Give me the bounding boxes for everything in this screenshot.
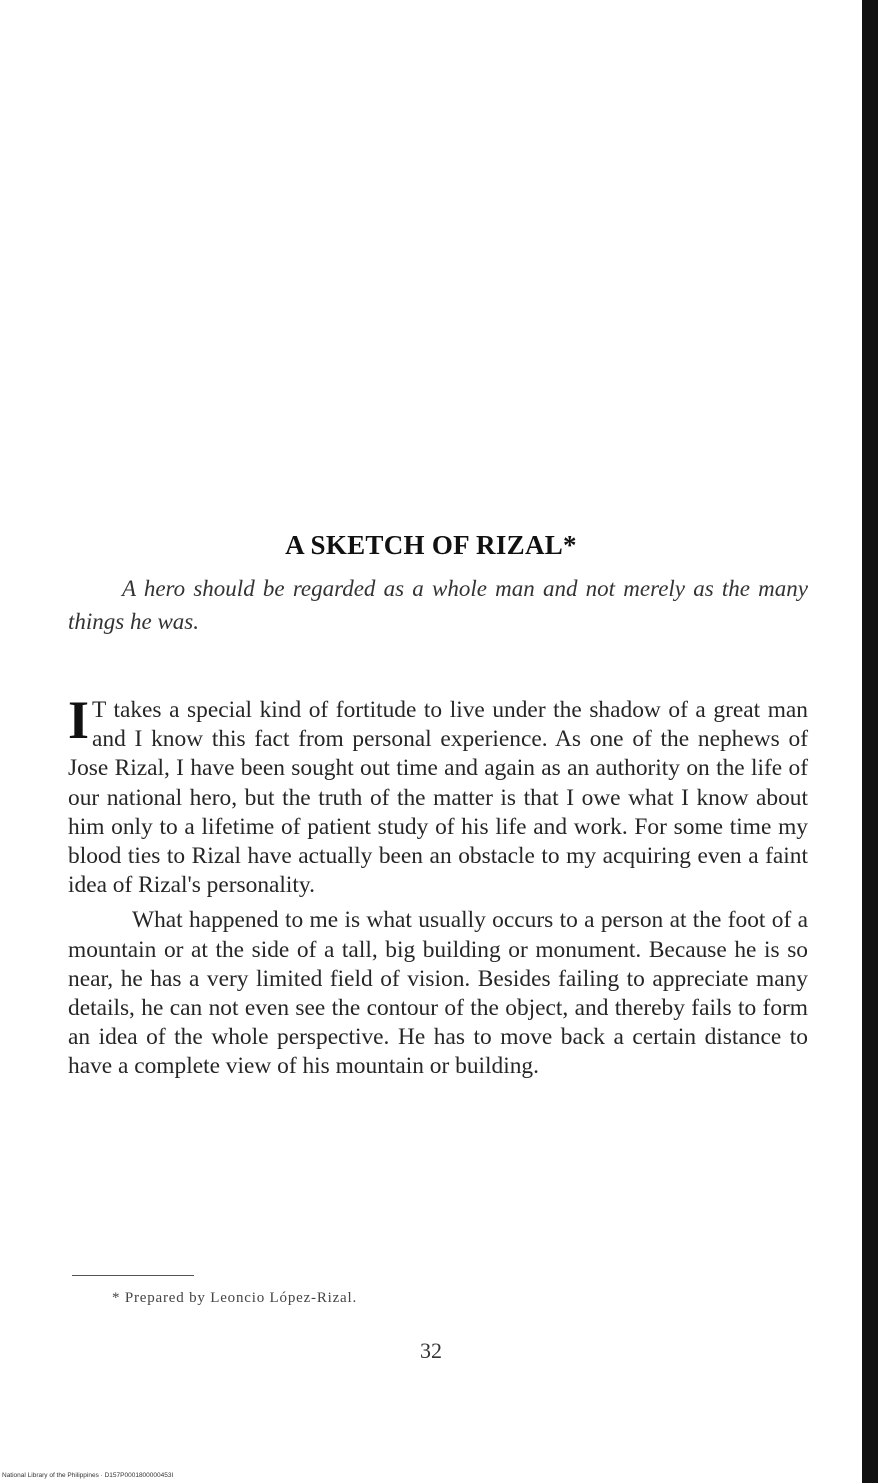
- article-title: A SKETCH OF RIZAL*: [285, 530, 577, 561]
- scan-edge-border: [862, 0, 878, 1483]
- scan-footer: National Library of the Philippines · D157P0001800000453I: [2, 1472, 174, 1479]
- footnote-divider: [72, 1275, 194, 1276]
- paragraph-1: [68, 690, 808, 900]
- page-number: 32: [420, 1338, 442, 1363]
- paragraph-2: What happened to me is what usually occurs to a person at the foot of a mountain or at the side of a tall, big building or monument. Because he is so near, he has a very limited field of vision. Besides failing to appreciate many details, he can not even see the contour of the object, and thereby fails to form an idea of the whole perspective. He has to move back a certain distance to have a complete view of his mountain or building.: [68, 907, 808, 1080]
- article-body: [68, 690, 808, 1082]
- drop-cap: I: [68, 690, 90, 750]
- footnote: * Prepared by Leoncio López-Rizal.: [112, 1290, 358, 1306]
- paragraph-1-text: T takes a special kind of fortitude to live under the shadow of a great man and I know this fact from personal experience. As one of the nephews of Jose Rizal, I have been sought out time and again as an authority on the life of our national hero, but the truth of the matter is that I owe what I know about him only to a lifetime of patient study of his life and work. For some time my blood ties to Rizal have actually been an obstacle to my acquiring even a faint idea of Rizal's personality.: [68, 697, 808, 899]
- epigraph: A hero should be regarded as a whole man and not merely as the many things he was.: [68, 576, 808, 634]
